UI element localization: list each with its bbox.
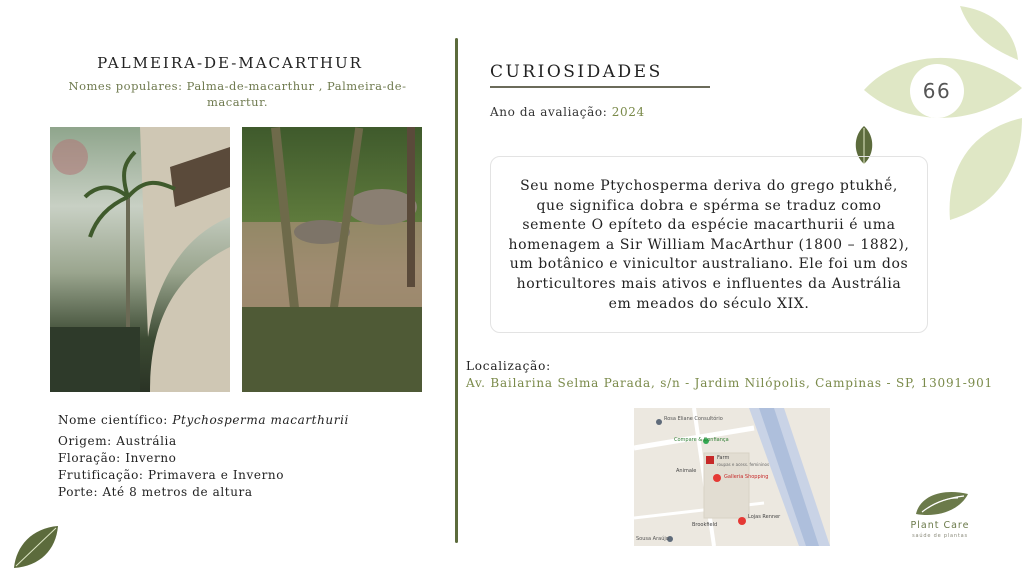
map-label-compare: Compare & Confiança	[674, 437, 729, 443]
origin: Origem: Austrália	[58, 434, 177, 448]
map-label-brookfield: Brookfield	[692, 522, 718, 528]
curiosities-text: Seu nome Ptychosperma deriva do grego ptukhḗ, que significa dobra e spérma se traduz como semente O epíteto da espécie macarthurii é uma homenagem a Sir William MacArthur (1800 – 1882), um botânico e vinicultor australiano. Ele foi um dos horticultores mais ativos e influentes da Austrália em meados do século XIX.	[508, 178, 910, 312]
map-label-bottom: Sousa Araújo	[636, 536, 669, 542]
brand-name: Plant Care	[910, 520, 970, 531]
map-label-shopping: Galleria Shopping	[724, 474, 769, 480]
plant-facts	[58, 412, 349, 501]
size: Porte: Até 8 metros de altura	[58, 485, 253, 499]
plant-photo-2	[242, 127, 422, 392]
leaf-bottom-left-icon	[12, 524, 60, 570]
brand-tagline: saúde de plantas	[912, 533, 968, 539]
map-label-animale: Animale	[676, 468, 697, 474]
location-label: Localização:	[466, 359, 551, 373]
curiosities-title: CURIOSIDADES	[490, 62, 663, 82]
map-label-top: Rosa Eliane Consultório	[664, 416, 723, 422]
location-map[interactable]	[634, 408, 830, 546]
fruiting: Frutificação: Primavera e Inverno	[58, 468, 285, 482]
year-label: Ano da avaliação:	[490, 105, 608, 119]
scientific-name-row	[58, 412, 349, 429]
column-divider	[455, 38, 458, 543]
leaf-bottom	[950, 118, 1022, 220]
plant-care-logo-icon	[912, 486, 970, 518]
popular-names: Nomes populares: Palma-de-macarthur , Palmeira-de-macartur.	[68, 79, 407, 109]
curiosities-card	[490, 156, 928, 333]
year-value: 2024	[611, 105, 645, 119]
leaf-top	[960, 6, 1018, 60]
map-label-farm-sub: roupas e acess. femininos	[717, 462, 770, 467]
map-label-farm: Farm	[717, 455, 730, 461]
plant-name: PALMEIRA-DE-MACARTHUR	[97, 54, 363, 72]
scientific-label: Nome científico:	[58, 413, 168, 427]
map-label-lojas: Lojas Renner	[748, 514, 781, 520]
plant-photo-1	[50, 127, 230, 392]
title-underline	[490, 86, 710, 88]
flowering: Floração: Inverno	[58, 451, 177, 465]
evaluation-year	[490, 105, 645, 119]
page-number: 66	[910, 64, 964, 118]
location-address: Av. Bailarina Selma Parada, s/n - Jardim Nilópolis, Campinas - SP, 13091-901	[466, 376, 993, 390]
scientific-name: Ptychosperma macarthurii	[172, 413, 349, 427]
